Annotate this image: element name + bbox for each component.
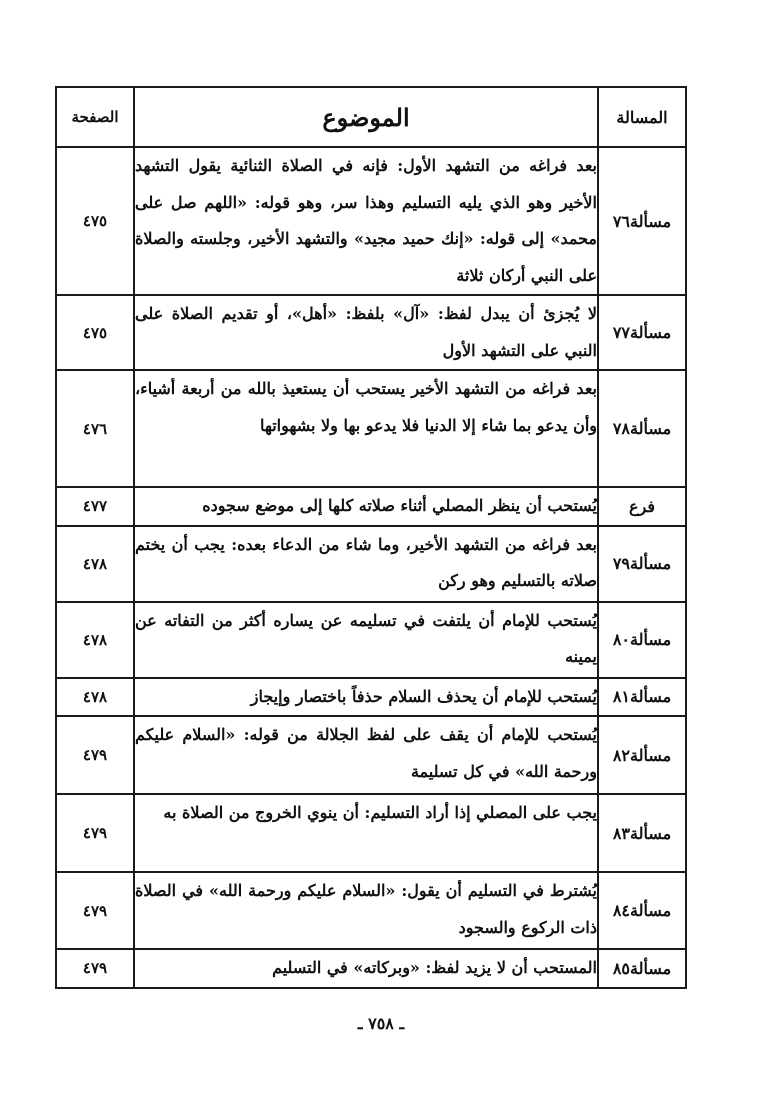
masala-cell: مسألة٨٥ [598,949,686,988]
topic-cell: يُستحب للإمام أن يلتفت في تسليمه عن يساره أكثر من التفاته عن يمينه [134,602,598,678]
topic-cell: يجب على المصلي إذا أراد التسليم: أن ينوي الخروج من الصلاة به [134,794,598,872]
page-cell: ٤٧٩ [56,872,134,949]
table-row [56,716,686,794]
topic-cell: لا يُجزئ أن يبدل لفظ: «آل» بلفظ: «أهل»، أو تقديم الصلاة على النبي على التشهد الأول [134,295,598,370]
masala-cell: مسألة٧٦ [598,147,686,295]
table-row [56,147,686,295]
table-row [56,949,686,988]
page-cell: ٤٧٩ [56,949,134,988]
topic-cell: المستحب أن لا يزيد لفظ: «وبركاته» في التسليم [134,949,598,988]
page-cell: ٤٧٨ [56,602,134,678]
page-cell: ٤٧٧ [56,487,134,526]
page-cell: ٤٧٨ [56,526,134,602]
masala-cell: مسألة٨٢ [598,716,686,794]
masala-cell: مسألة٧٧ [598,295,686,370]
header-page: الصفحة [56,87,134,147]
masala-cell: فرع [598,487,686,526]
table-row [56,794,686,872]
masala-cell: مسألة٧٨ [598,370,686,487]
header-masala: المسالة [598,87,686,147]
table-row [56,295,686,370]
header-topic: الموضوع [134,87,598,147]
page-cell: ٤٧٦ [56,370,134,487]
page-cell: ٤٧٥ [56,147,134,295]
table-header-row [56,87,686,147]
page-number: ـ ٧٥٨ ـ [357,1014,405,1033]
topic-cell: يُشترط في التسليم أن يقول: «السلام عليكم ورحمة الله» في الصلاة ذات الركوع والسجود [134,872,598,949]
topic-cell: بعد فراغه من التشهد الأخير، وما شاء من الدعاء بعده: يجب أن يختم صلاته بالتسليم وهو ركن [134,526,598,602]
topic-cell: بعد فراغه من التشهد الأخير يستحب أن يستعيذ بالله من أربعة أشياء، وأن يدعو بما شاء إلا الدنيا فلا يدعو بها ولا بشهواتها [134,370,598,487]
masala-cell: مسألة٨٠ [598,602,686,678]
table-row [56,678,686,717]
table-row [56,370,686,487]
masala-cell: مسألة٨٣ [598,794,686,872]
table-row [56,526,686,602]
topic-cell: يُستحب للإمام أن يحذف السلام حذفاً باختصار وإيجاز [134,678,598,717]
topic-cell: يُستحب للإمام أن يقف على لفظ الجلالة من قوله: «السلام عليكم ورحمة الله» في كل تسليمة [134,716,598,794]
page-cell: ٤٧٥ [56,295,134,370]
page-cell: ٤٧٩ [56,794,134,872]
masala-cell: مسألة٨١ [598,678,686,717]
topic-cell: بعد فراغه من التشهد الأول: فإنه في الصلاة الثنائية يقول التشهد الأخير وهو الذي يليه التسليم وهذا سر، وهو قوله: «اللهم صل على محمد» إلى قوله: «إنك حميد مجيد» والتشهد الأخير، وجلسته والصلاة على النبي أركان ثلاثة [134,147,598,295]
topic-cell: يُستحب أن ينظر المصلي أثناء صلاته كلها إلى موضع سجوده [134,487,598,526]
masala-cell: مسألة٧٩ [598,526,686,602]
index-table [55,86,687,989]
masala-cell: مسألة٨٤ [598,872,686,949]
table-row [56,602,686,678]
table-row [56,487,686,526]
page-cell: ٤٧٨ [56,678,134,717]
page-cell: ٤٧٩ [56,716,134,794]
table-row [56,872,686,949]
